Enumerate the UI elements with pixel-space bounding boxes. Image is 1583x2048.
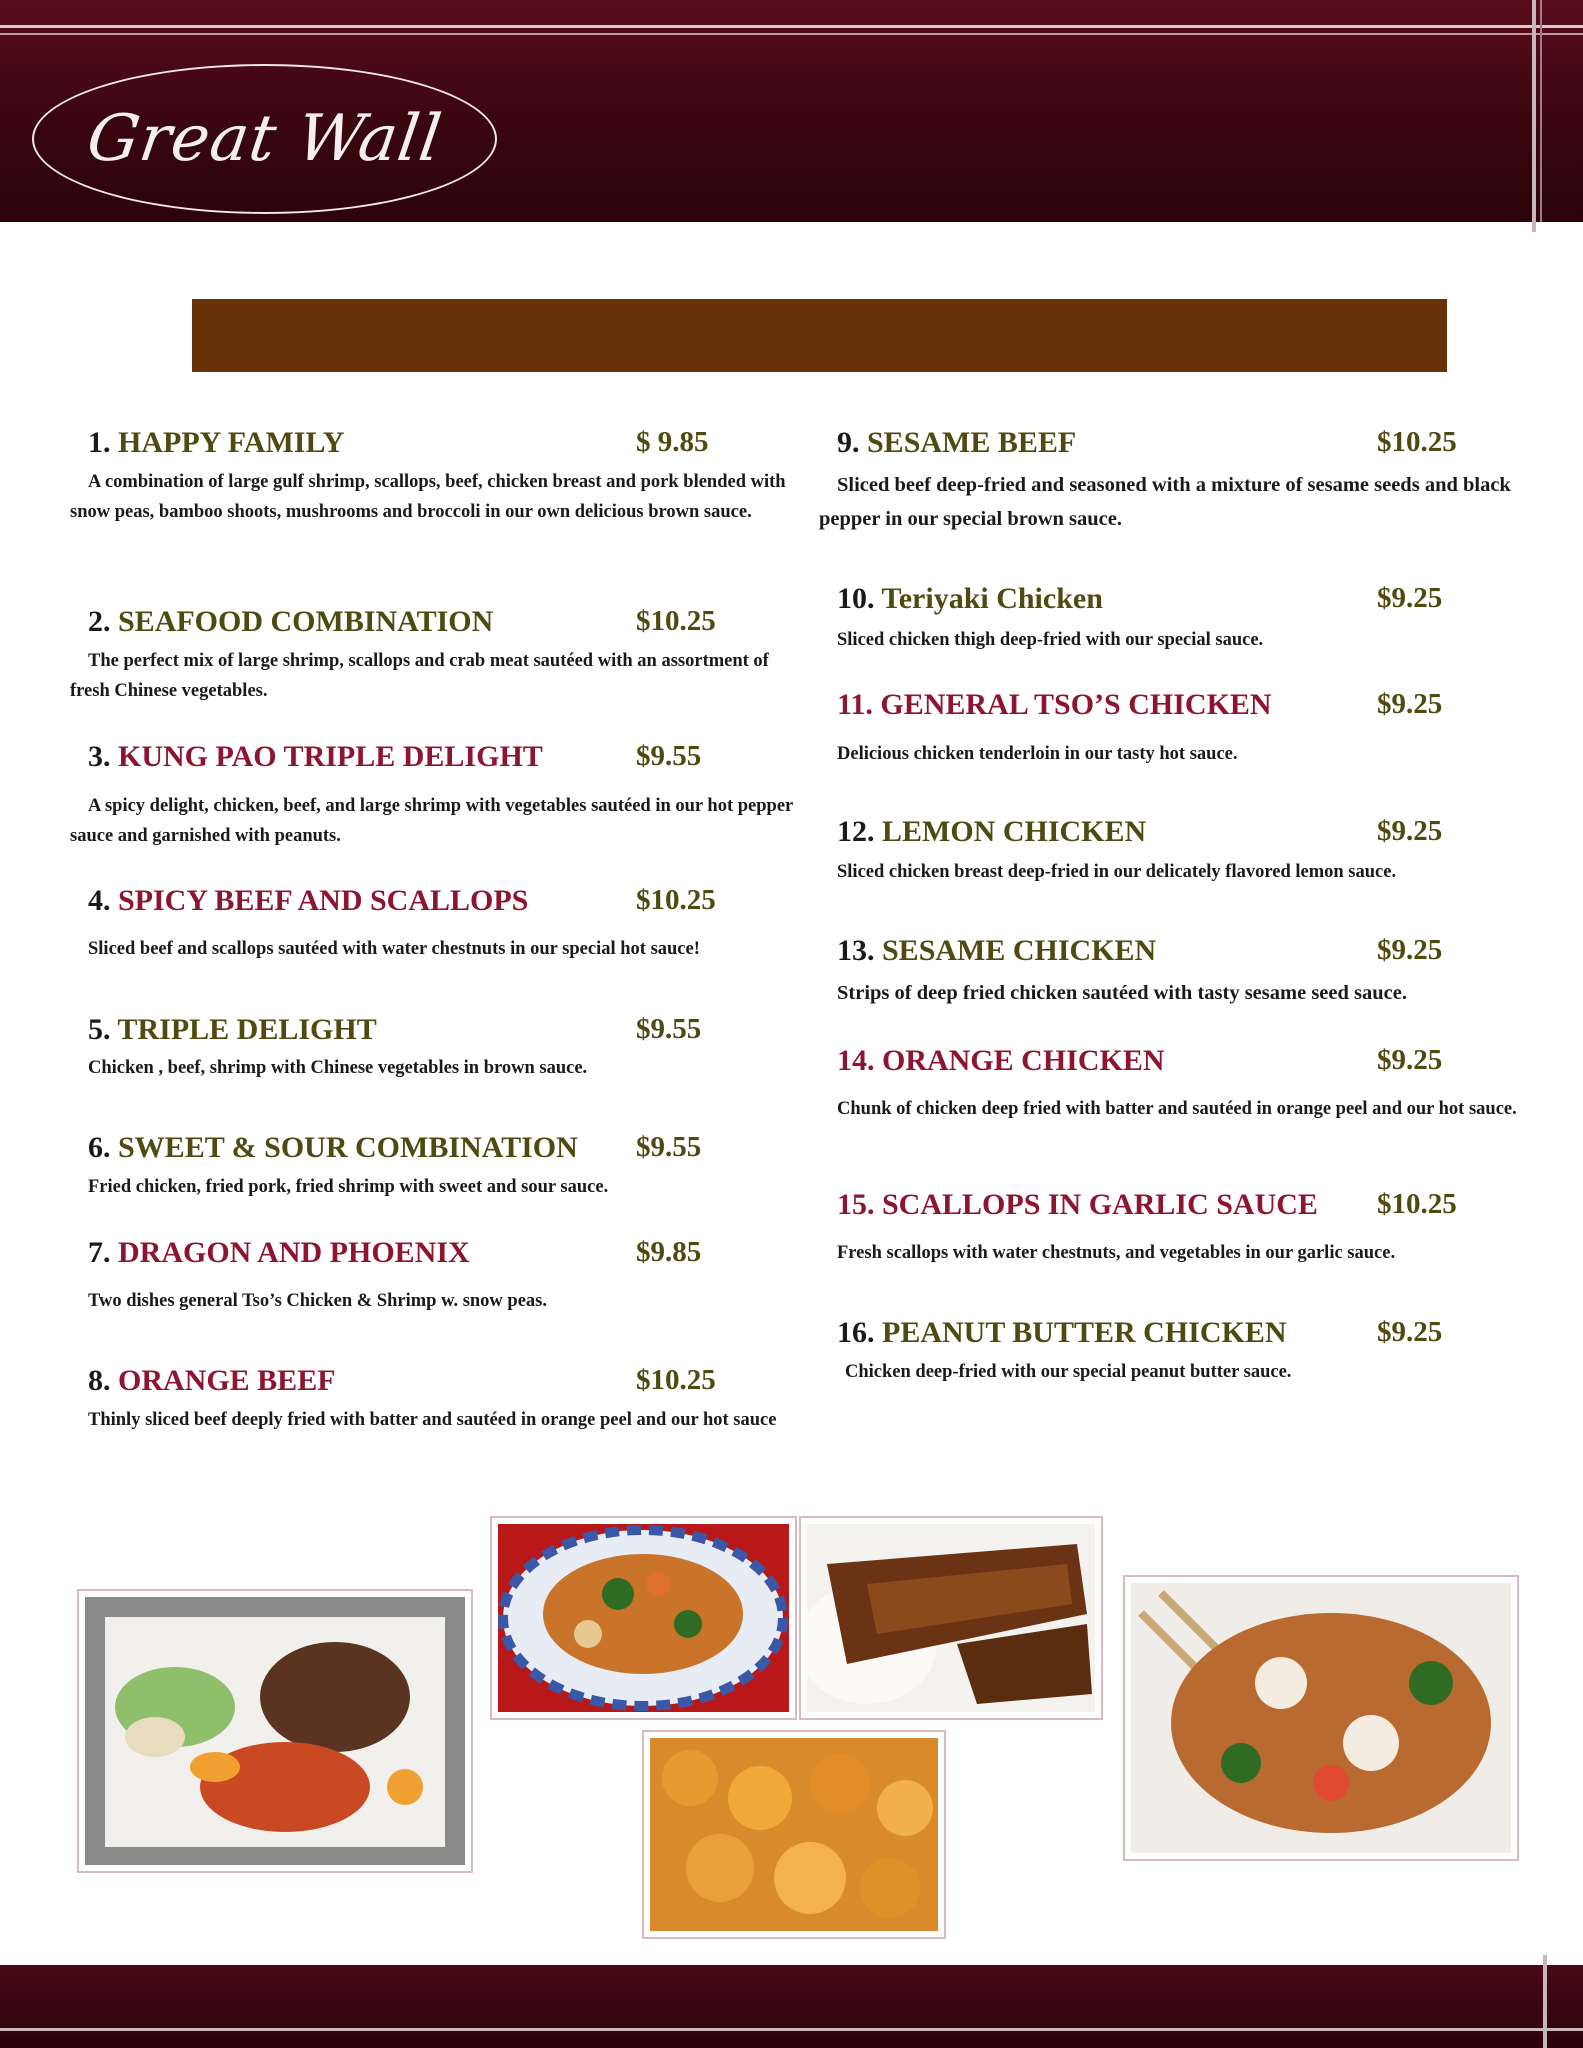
menu-item-title — [837, 582, 1103, 616]
item-number: 1. — [88, 426, 111, 459]
item-price: $9.25 — [1377, 815, 1443, 847]
item-description: Chicken , beef, shrimp with Chinese vegetables in brown sauce. — [88, 1058, 588, 1078]
item-number: 8. — [88, 1364, 111, 1397]
item-number: 6. — [88, 1131, 111, 1164]
header-divider-line — [0, 25, 1583, 28]
footer-band — [0, 1965, 1583, 2048]
item-price: $9.55 — [636, 1013, 702, 1045]
item-price: $9.25 — [1377, 1044, 1443, 1076]
stir-fry-plate-image — [498, 1524, 789, 1712]
item-name: SCALLOPS IN GARLIC SAUCE — [882, 1188, 1318, 1221]
item-price: $9.25 — [1377, 934, 1443, 966]
footer-vertical-accent — [1543, 1955, 1547, 2048]
seafood-combination-image — [1131, 1583, 1511, 1853]
menu-item-title — [88, 1364, 336, 1398]
item-number: 14. — [837, 1044, 875, 1077]
menu-item-title — [837, 688, 1272, 722]
item-description: Chunk of chicken deep fried with batter and sautéed in orange peel and our hot sauce. — [837, 1099, 1517, 1119]
item-number: 5. — [88, 1013, 111, 1046]
menu-item-title — [88, 1131, 578, 1165]
item-description: Sliced chicken breast deep-fried in our delicately flavored lemon sauce. — [837, 862, 1397, 882]
item-price: $10.25 — [636, 884, 716, 916]
item-description: Delicious chicken tenderloin in our tasty hot sauce. — [837, 744, 1238, 764]
food-photo — [650, 1738, 938, 1931]
menu-item-title — [837, 1044, 1165, 1078]
item-description: A spicy delight, chicken, beef, and large shrimp with vegetables sautéed in our hot pepper sauce and garnished with peanuts. — [70, 796, 793, 846]
header-vertical-accent — [1540, 0, 1542, 222]
food-photo — [85, 1597, 465, 1865]
item-description: Fresh scallops with water chestnuts, and vegetables in our garlic sauce. — [837, 1243, 1396, 1263]
item-price: $10.25 — [636, 1364, 716, 1396]
item-number: 15. — [837, 1188, 875, 1221]
item-name: SESAME BEEF — [867, 426, 1077, 459]
item-price: $ 9.85 — [636, 426, 709, 458]
menu-item-title — [837, 815, 1146, 849]
item-price: $9.25 — [1377, 582, 1443, 614]
food-photo — [807, 1524, 1095, 1712]
food-photo — [498, 1524, 789, 1712]
item-description: Sliced beef and scallops sautéed with water chestnuts in our special hot sauce! — [88, 939, 700, 959]
item-number: 12. — [837, 815, 875, 848]
item-name: HAPPY FAMILY — [118, 426, 345, 459]
item-description: Sliced chicken thigh deep-fried with our special sauce. — [837, 630, 1264, 650]
menu-item-title — [88, 884, 528, 918]
item-price: $9.25 — [1377, 1316, 1443, 1348]
item-number: 9. — [837, 426, 860, 459]
item-number: 13. — [837, 934, 875, 967]
footer-divider-line — [0, 2028, 1583, 2031]
item-name: GENERAL TSO’S CHICKEN — [880, 688, 1272, 721]
item-price: $10.25 — [1377, 1188, 1457, 1220]
header-vertical-accent — [1532, 0, 1536, 232]
section-banner — [192, 299, 1447, 372]
header-divider-line — [0, 33, 1583, 35]
item-name: PEANUT BUTTER CHICKEN — [882, 1316, 1287, 1349]
item-number: 3. — [88, 740, 111, 773]
item-description: Fried chicken, fried pork, fried shrimp with sweet and sour sauce. — [88, 1177, 609, 1197]
menu-item-title — [837, 934, 1156, 968]
item-description: Two dishes general Tso’s Chicken & Shrimp w. snow peas. — [88, 1291, 547, 1311]
item-number: 11. — [837, 688, 873, 721]
item-price: $9.25 — [1377, 688, 1443, 720]
menu-item-title — [88, 740, 543, 774]
food-photo — [1131, 1583, 1511, 1853]
logo — [32, 64, 497, 214]
item-name: LEMON CHICKEN — [882, 815, 1147, 848]
item-price: $10.25 — [636, 605, 716, 637]
item-name: SESAME CHICKEN — [882, 934, 1157, 967]
item-name: DRAGON AND PHOENIX — [118, 1236, 470, 1269]
menu-item-title — [88, 605, 493, 639]
item-name: Teriyaki Chicken — [881, 582, 1103, 615]
item-name: SEAFOOD COMBINATION — [118, 605, 494, 638]
item-price: $9.55 — [636, 740, 702, 772]
menu-item-title — [837, 426, 1076, 460]
mixed-plate-image — [85, 1597, 465, 1865]
item-description: Strips of deep fried chicken sautéed with tasty sesame seed sauce. — [837, 982, 1407, 1004]
item-name: SPICY BEEF AND SCALLOPS — [118, 884, 529, 917]
item-name: ORANGE CHICKEN — [882, 1044, 1165, 1077]
item-name: ORANGE BEEF — [118, 1364, 336, 1397]
item-price: $9.55 — [636, 1131, 702, 1163]
item-description: Sliced beef deep-fried and seasoned with a mixture of sesame seeds and black pepper in our special brown sauce. — [819, 474, 1511, 530]
item-description: The perfect mix of large shrimp, scallops and crab meat sautéed with an assortment of fresh Chinese vegetables. — [70, 651, 769, 701]
item-number: 4. — [88, 884, 111, 917]
item-price: $10.25 — [1377, 426, 1457, 458]
item-number: 10. — [837, 582, 875, 615]
menu-item-title — [88, 1013, 377, 1047]
orange-chicken-image — [650, 1738, 938, 1931]
item-description: Chicken deep-fried with our special peanut butter sauce. — [845, 1362, 1292, 1382]
logo-text: Great Wall — [82, 102, 447, 176]
item-number: 2. — [88, 605, 111, 638]
menu-item-title — [837, 1188, 1318, 1222]
item-number: 7. — [88, 1236, 111, 1269]
item-price: $9.85 — [636, 1236, 702, 1268]
item-name: TRIPLE DELIGHT — [117, 1013, 377, 1046]
menu-item-title — [88, 1236, 470, 1270]
item-name: SWEET & SOUR COMBINATION — [118, 1131, 578, 1164]
item-description: Thinly sliced beef deeply fried with batter and sautéed in orange peel and our hot sauce — [88, 1410, 777, 1430]
item-name: KUNG PAO TRIPLE DELIGHT — [118, 740, 543, 773]
menu-item-title — [837, 1316, 1287, 1350]
item-description: A combination of large gulf shrimp, scallops, beef, chicken breast and pork blended with snow peas, bamboo shoots, mushrooms and broccoli in our own delicious brown sauce. — [70, 472, 786, 522]
teriyaki-chicken-image — [807, 1524, 1095, 1712]
item-number: 16. — [837, 1316, 875, 1349]
menu-item-title — [88, 426, 344, 460]
